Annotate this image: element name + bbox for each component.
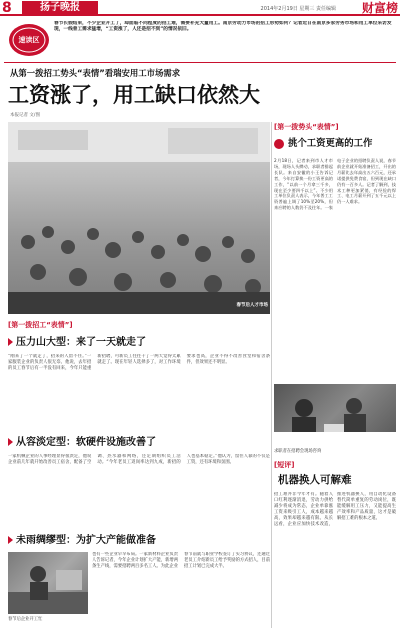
bullet-icon bbox=[274, 139, 284, 149]
subsection-body-3: 也有一些企业早早布局。一家新材料企业负责人告诉记者，今年企业计划扩大产能，新增两条生产线，需要招聘两百多名工人。为此企业春节前就与职业学校签订了实习协议，还通过老员工介绍新员工给予奖励的方式招人，目前招工计划已完成大半。 bbox=[92, 552, 270, 570]
factory-photo-caption: 春节后企业开工忙 bbox=[8, 617, 43, 622]
divider bbox=[4, 62, 396, 63]
badge-label: 速读区 bbox=[18, 36, 40, 44]
dateline: 2014年2月19日 星期三 责任编辑 bbox=[260, 6, 336, 12]
subsection-kicker: [第一拨招工“表情”] bbox=[8, 321, 73, 329]
side-body: 2月18日，记者来到市人才市场，现场人头攒动，求职者排起长队。来自安徽的小王告诉记者，今年打算换一份工资更高的工作，“以前一个月拿三千多，现在至少要四千以上”。不少用工单位负责人表示，今年普工工资普遍上调了10%至20%，但来应聘的人数仍不及往年。一家电子企业的招聘负责人说，春节前企业就开始准备招工，开出的月薪比去年高出五六百元，还承诺提供免费食宿，但到现在缺口仍有一百多人。记者了解到，技术工种更加紧俏，有经验的焊工、电工月薪开到了五千元以上仍一人难求。 bbox=[274, 158, 396, 211]
triangle-icon bbox=[8, 338, 13, 346]
comment-title: 机器换人可解难 bbox=[278, 474, 352, 486]
article-headline: 工资涨了，用工缺口依然大 bbox=[8, 82, 260, 107]
section-title: 财富榜 bbox=[361, 1, 398, 15]
side-kicker: [第一拨势头“表情”] bbox=[274, 123, 339, 131]
subsection-title-3 bbox=[8, 534, 188, 548]
factory-photo bbox=[8, 552, 88, 614]
page-number: 8 bbox=[2, 0, 12, 16]
triangle-icon bbox=[8, 438, 13, 446]
article-byline: 本报记者 文/图 bbox=[10, 113, 40, 118]
subsection-body-1: “刚来了一个就走了，招来的人留不住。”一家服装企业的负责人很无奈。他说，去年招的员工春节后有一半没有回来，今年只能重新招聘，可新员工往往干了一两天觉得太累就走了。现在年轻人选择多了，对工作环境要求也高，企业不得不改善食堂和宿舍条件，但效果还不明显。 bbox=[8, 354, 270, 372]
subsection-body-2: 一家机械企业的人事经理显得很淡定，他说企业前几年就开始改善员工宿舍，配备了空调、热水器和网络，还定期组织员工活动。“今年老员工返岗率达到九成，新招的人也基本稳定。”他认为，留住人靠的不仅是工资，还有环境和氛围。 bbox=[8, 454, 270, 466]
comment-kicker: [短评] bbox=[274, 461, 295, 469]
side-title-box bbox=[274, 136, 396, 152]
subsection-title-1-text: 压力山大型：来了一天就走了 bbox=[16, 337, 146, 348]
subsection-title-2-text: 从容淡定型：软硬件设施改善了 bbox=[16, 437, 156, 448]
intro-box bbox=[8, 20, 394, 60]
speed-read-badge bbox=[8, 22, 50, 58]
triangle-icon bbox=[8, 536, 13, 544]
side-article bbox=[274, 122, 396, 432]
subsection-title-3-text: 未雨绸缪型：为扩大产能做准备 bbox=[16, 535, 156, 546]
intro-text: 春节长假结束，不少企业开工了，却面临不同程度的招工难，需要补充大量用工。南京劳动力市场的招工形势如何？记者近日在南京多家劳务市场和用工单位采访发现，一线普工需求猛增，“工资涨了，人还是招不到”的情况依旧。 bbox=[54, 21, 392, 33]
column-divider bbox=[271, 122, 272, 628]
side-photo-caption: 求职者在招聘会现场咨询 bbox=[274, 449, 322, 454]
newspaper-logo: 扬子晚报 bbox=[22, 1, 98, 15]
subsection-title-1 bbox=[8, 336, 188, 350]
photo-caption: 春节后人才市场 bbox=[236, 303, 268, 308]
article-kicker: 从第一拨招工势头“表情”看瑞安用工市场需求 bbox=[10, 68, 181, 78]
side-title: 挑个工资更高的工作 bbox=[288, 138, 373, 149]
jobseeker-photo bbox=[274, 384, 396, 432]
crowd-photo bbox=[8, 122, 270, 314]
subsection-title-2 bbox=[8, 436, 188, 450]
comment-body: 招工难并非今年才有。随着人口红利逐渐消退，劳动力供给减少将成为常态，企业单靠涨工资来吸引工人，成本越来越高，效果却越来越有限。从长远看，企业应加快技术改造，推进机器换人，用自动化设备替代简单重复的劳动岗位，既能缓解用工压力，又能提高生产效率和产品质量，这才是破解招工难的根本之道。 bbox=[274, 492, 396, 528]
